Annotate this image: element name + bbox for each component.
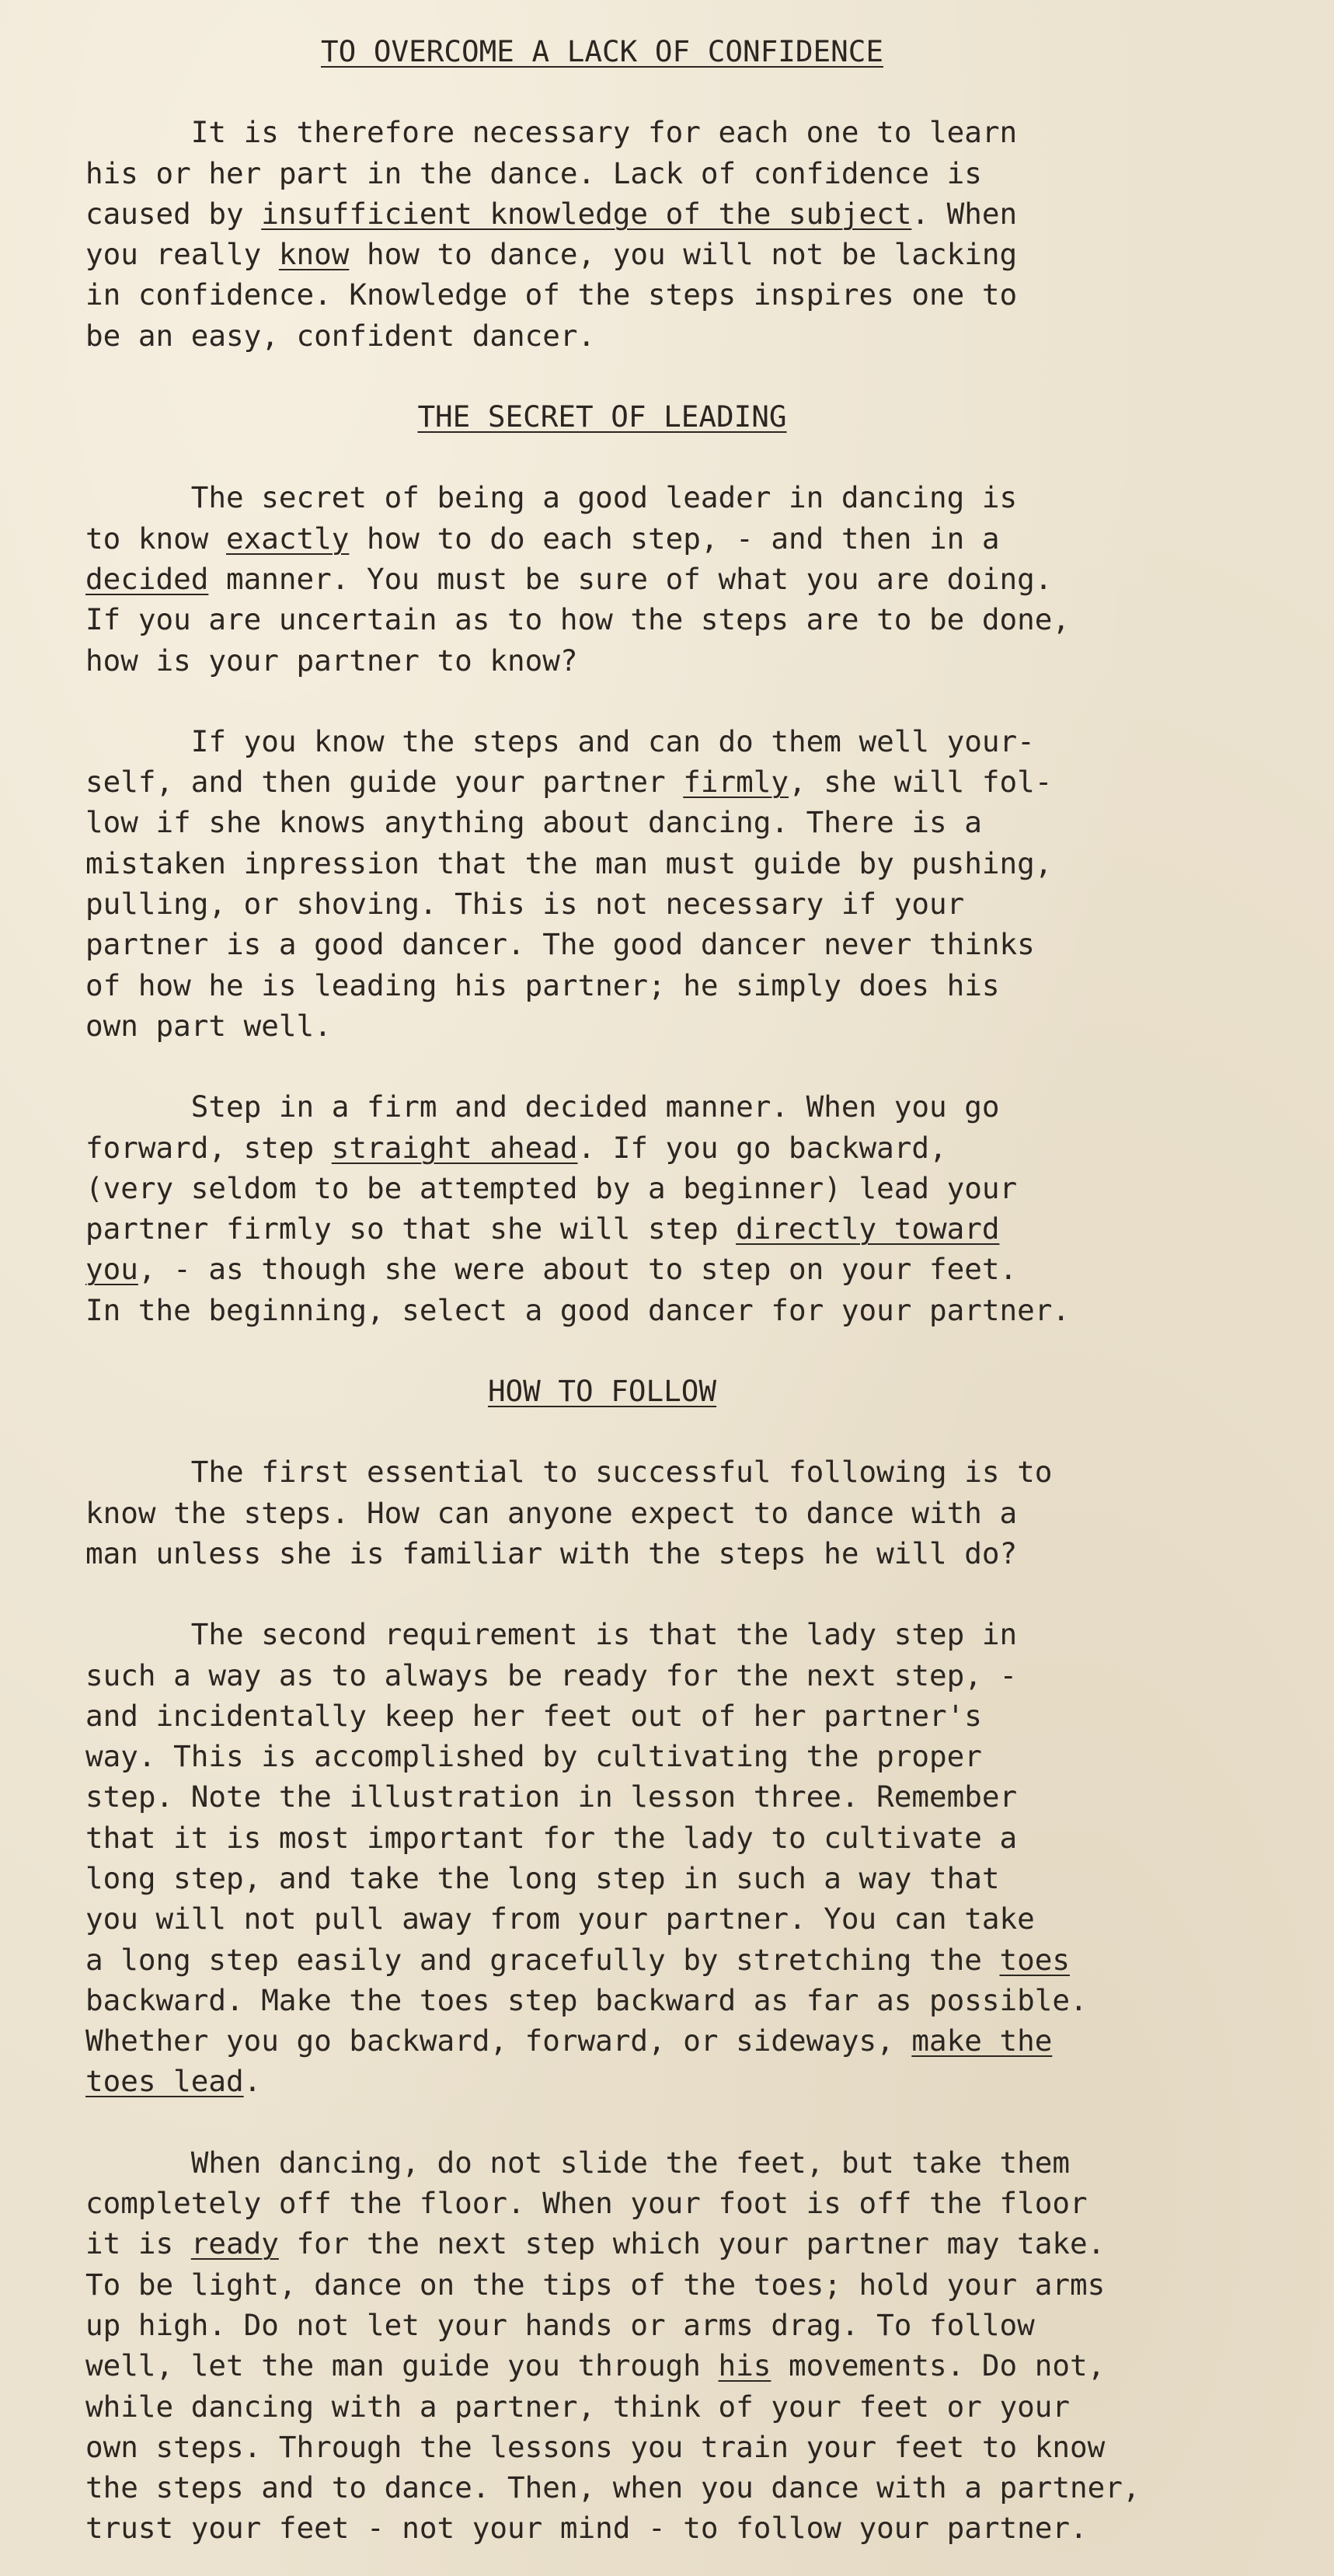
- underlined-phrase: you: [85, 1252, 138, 1287]
- text-line: the steps and to dance. Then, when you dance with a partner,: [85, 2470, 1141, 2505]
- text-line: self, and then guide your partner firmly, she will fol-: [85, 765, 1053, 800]
- text-line: that it is most important for the lady to cultivate a: [85, 1820, 1018, 1855]
- text-line: To be light, dance on the tips of the toes; hold your arms: [85, 2267, 1106, 2302]
- text-line: you really know how to dance, you will not be lacking: [85, 237, 1018, 272]
- paragraph: [85, 1614, 1297, 2102]
- underlined-phrase: firmly: [683, 765, 789, 800]
- section-heading-text: THE SECRET OF LEADING: [417, 399, 787, 434]
- text-line: own part well.: [85, 1008, 332, 1043]
- paragraph: [85, 112, 1297, 356]
- paragraph: [85, 1086, 1297, 1330]
- text-line: be an easy, confident dancer.: [85, 318, 596, 353]
- text-line: When dancing, do not slide the feet, but take them: [85, 2145, 1070, 2180]
- spacer: [85, 71, 1297, 112]
- text-line: to know exactly how to do each step, - and then in a: [85, 521, 1000, 556]
- spacer: [85, 2102, 1297, 2142]
- text-line: of how he is leading his partner; he simply does his: [85, 967, 1000, 1002]
- underlined-phrase: ready: [190, 2226, 279, 2261]
- underlined-phrase: exactly: [226, 521, 350, 556]
- text-line: partner is a good dancer. The good dancer never thinks: [85, 927, 1035, 962]
- text-line: The secret of being a good leader in dancing is: [85, 480, 1018, 515]
- text-line: while dancing with a partner, think of your feet or your: [85, 2389, 1070, 2424]
- text-line: how is your partner to know?: [85, 643, 578, 678]
- section-heading: [85, 1371, 1119, 1411]
- underlined-phrase: his: [718, 2348, 771, 2383]
- spacer: [85, 356, 1297, 396]
- text-line: such a way as to always be ready for the next step, -: [85, 1657, 1018, 1692]
- text-line: The first essential to successful following is to: [85, 1455, 1053, 1490]
- text-line: his or her part in the dance. Lack of confidence is: [85, 155, 982, 190]
- text-line: low if she knows anything about dancing. There is a: [85, 805, 982, 840]
- text-line: you will not pull away from your partner. You can take: [85, 1901, 1035, 1936]
- spacer: [85, 1411, 1297, 1452]
- typed-document: [85, 31, 1297, 2549]
- underlined-phrase: directly toward: [736, 1211, 1000, 1246]
- text-line: and incidentally keep her feet out of her partner's: [85, 1698, 982, 1733]
- text-line: pulling, or shoving. This is not necessary if your: [85, 887, 965, 922]
- text-line: partner firmly so that she will step directly toward: [85, 1211, 1000, 1246]
- spacer: [85, 1574, 1297, 1614]
- text-line: It is therefore necessary for each one to learn: [85, 115, 1018, 150]
- text-line: If you are uncertain as to how the steps are to be done,: [85, 602, 1070, 637]
- paragraph: [85, 721, 1297, 1046]
- text-line: Step in a firm and decided manner. When you go: [85, 1089, 1000, 1124]
- section-heading: [85, 31, 1119, 71]
- text-line: If you know the steps and can do them well your-: [85, 723, 1035, 758]
- underlined-phrase: make the: [911, 2024, 1053, 2058]
- text-line: trust your feet - not your mind - to follow your partner.: [85, 2511, 1088, 2546]
- text-line: a long step easily and gracefully by stretching the toes: [85, 1942, 1070, 1977]
- text-line: long step, and take the long step in such a way that: [85, 1860, 1000, 1895]
- spacer: [85, 437, 1297, 477]
- text-line: up high. Do not let your hands or arms drag. To follow: [85, 2307, 1035, 2342]
- text-line: man unless she is familiar with the steps he will do?: [85, 1535, 1018, 1570]
- text-line: well, let the man guide you through his movements. Do not,: [85, 2348, 1106, 2383]
- text-line: own steps. Through the lessons you train your feet to know: [85, 2429, 1106, 2464]
- paragraph: [85, 2142, 1297, 2549]
- spacer: [85, 681, 1297, 721]
- paragraph: [85, 1452, 1297, 1574]
- underlined-phrase: insufficient knowledge of the subject: [261, 196, 912, 231]
- text-line: you, - as though she were about to step on your feet.: [85, 1252, 1018, 1287]
- text-line: know the steps. How can anyone expect to dance with a: [85, 1495, 1018, 1530]
- section-heading-text: TO OVERCOME A LACK OF CONFIDENCE: [321, 34, 883, 68]
- text-line: step. Note the illustration in lesson three. Remember: [85, 1779, 1018, 1814]
- text-line: The second requirement is that the lady step in: [85, 1617, 1018, 1652]
- text-line: way. This is accomplished by cultivating the proper: [85, 1739, 982, 1774]
- section-heading: [85, 396, 1119, 437]
- section-heading-text: HOW TO FOLLOW: [487, 1374, 717, 1409]
- underlined-phrase: decided: [85, 561, 209, 596]
- underlined-phrase: straight ahead: [331, 1130, 578, 1165]
- text-line: toes lead.: [85, 2064, 262, 2099]
- text-line: (very seldom to be attempted by a beginner) lead your: [85, 1170, 1018, 1205]
- text-line: caused by insufficient knowledge of the subject. When: [85, 196, 1018, 231]
- text-line: it is ready for the next step which your partner may take.: [85, 2226, 1106, 2261]
- text-line: In the beginning, select a good dancer for your partner.: [85, 1292, 1070, 1327]
- text-line: Whether you go backward, forward, or sideways, make the: [85, 2024, 1053, 2058]
- text-line: backward. Make the toes step backward as far as possible.: [85, 1982, 1088, 2017]
- text-line: in confidence. Knowledge of the steps inspires one to: [85, 277, 1018, 312]
- text-line: decided manner. You must be sure of what you are doing.: [85, 561, 1053, 596]
- underlined-phrase: toes lead: [85, 2064, 244, 2099]
- underlined-phrase: know: [278, 237, 350, 272]
- text-line: forward, step straight ahead. If you go backward,: [85, 1130, 947, 1165]
- spacer: [85, 1046, 1297, 1086]
- underlined-phrase: toes: [999, 1942, 1070, 1977]
- text-line: completely off the floor. When your foot is off the floor: [85, 2186, 1088, 2221]
- paragraph: [85, 477, 1297, 680]
- spacer: [85, 1330, 1297, 1371]
- text-line: mistaken inpression that the man must guide by pushing,: [85, 845, 1053, 880]
